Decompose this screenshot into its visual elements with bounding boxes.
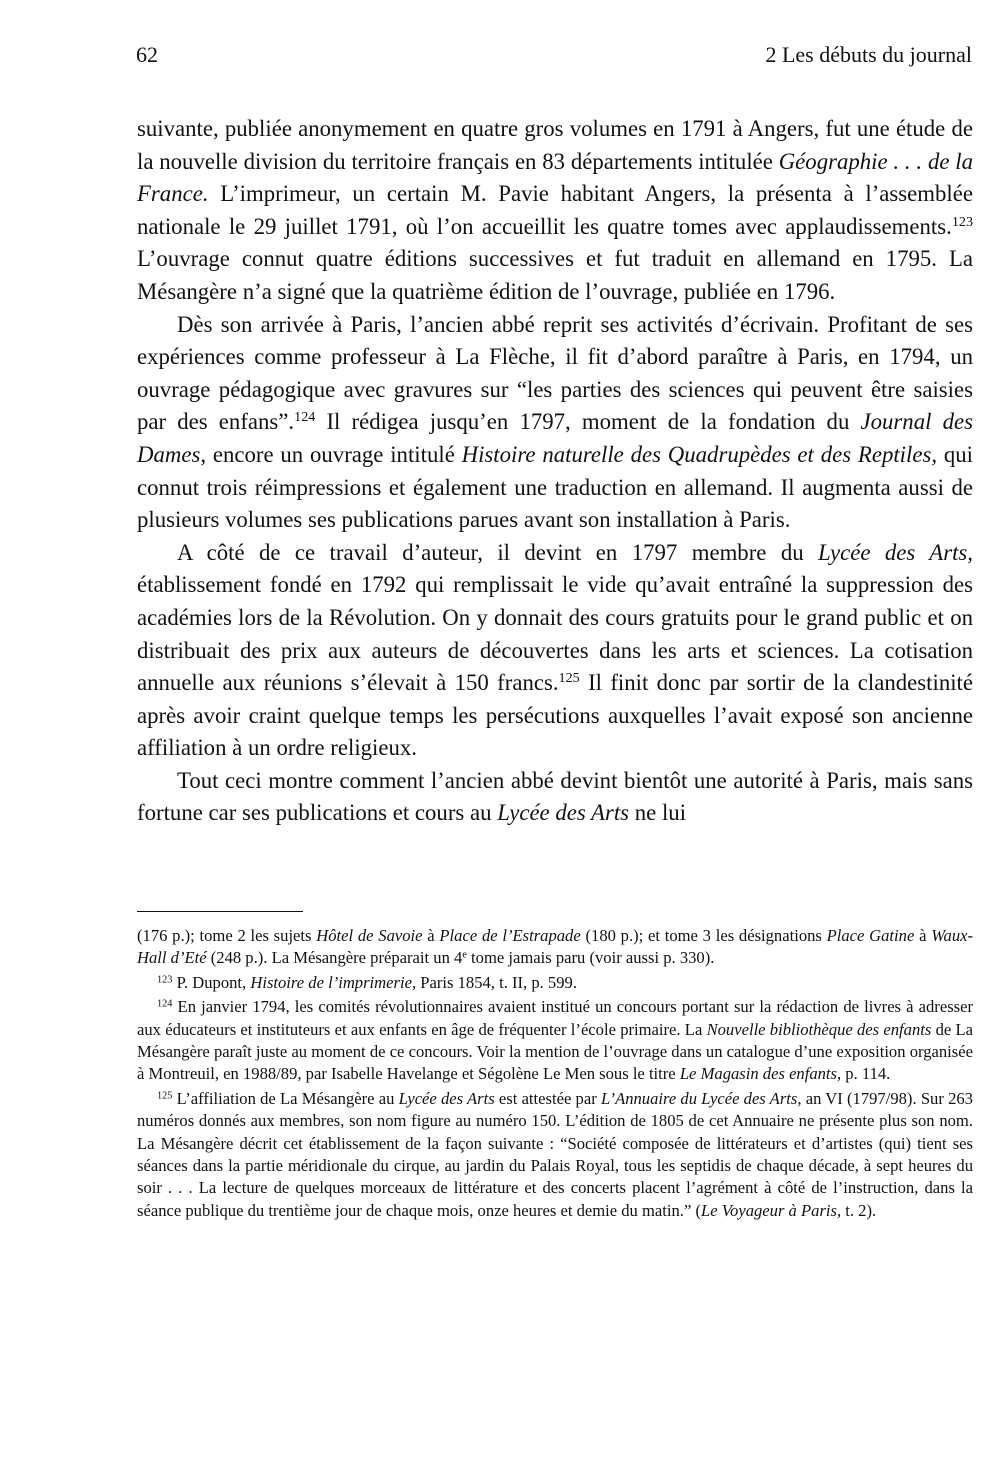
- text-run: A côté de ce travail d’auteur, il devint en 1797 membre du: [177, 539, 819, 565]
- italic-title: Histoire de l’imprimerie,: [250, 972, 417, 992]
- paragraph-3: [137, 537, 973, 765]
- text-run: Tout ceci montre comment l’ancien abbé devint bientôt une autorité à Paris, mais sans fortune car ses publications et cours au: [137, 767, 973, 826]
- italic-title: Le Magasin des enfants,: [679, 1064, 842, 1084]
- footnote-ref: 125: [558, 670, 580, 687]
- italic-title: Le Voyageur à Paris,: [701, 1200, 842, 1220]
- footnote-124: [137, 996, 973, 1086]
- italic-title: Géographie . . . de la France.: [137, 148, 973, 207]
- paragraph-4: [137, 765, 973, 830]
- footnote-123: [137, 972, 973, 994]
- text-run: L’imprimeur, un certain M. Pavie habitant Angers, la présenta à l’assemblée nationale le 29 juillet 1791, où l’on accueillit les quatre tomes avec applaudissements.: [137, 181, 973, 239]
- page-number: 62: [136, 42, 158, 67]
- text-run: t. 2).: [841, 1200, 877, 1220]
- text-run: encore un ouvrage intitulé: [206, 441, 462, 467]
- main-text: [137, 113, 973, 830]
- text-run: à: [914, 926, 932, 945]
- text-run: Paris 1854, t. II, p. 599.: [416, 972, 577, 992]
- text-run: de La Mésangère paraît juste au moment de ce concours. Voir la mention de l’ouvrage dans un catalogue d’une exposition organisée à Montreuil, en 1988/89, par Isabelle Havelange et Ségolène Le Men sous le titre: [137, 1019, 973, 1084]
- text-run: P. Dupont,: [172, 972, 251, 992]
- footnote-continuation: [137, 925, 973, 970]
- text-run: établissement fondé en 1792 qui remplissait le vide qu’avait entraîné la suppression des académies lors de la Révolution. On y donnait des cours gratuits pour le grand public et on distribuait des prix aux auteurs de découvertes dans les arts et sciences. La cotisation annuelle aux réunions s’élevait à 150 francs.: [137, 572, 973, 696]
- text-run: L’affiliation de La Mésangère au: [172, 1088, 399, 1108]
- text-run: an VI (1797/98). Sur 263 numéros donnés aux membres, son nom figure au numéro 150. L’édition de 1805 de cet Annuaire ne présente plus son nom. La Mésangère décrit cet établissement de la façon suivante : “Société composée de littérateurs et d’artistes (qui) tient ses séances dans la partie méridionale du cirque, au jardin du Palais Royal, tous les septidis de chaque décade, à sept heures du soir . . . La lecture de quelques morceaux de littérature et des concerts placent l’agrément à côté de l’instruction, dans la séance publique du trentième jour de chaque mois, onze heures et demie du matin.” (: [137, 1088, 973, 1220]
- footnote-rule: [137, 911, 303, 912]
- footnote-ref: 124: [294, 409, 316, 426]
- italic-title: Lycée des Arts: [398, 1088, 495, 1108]
- text-run: à: [422, 926, 440, 945]
- page-header: [136, 42, 972, 76]
- italic-title: Journal des Dames,: [137, 409, 973, 467]
- text-run: (248 p.). La Mésangère préparait un 4: [206, 948, 463, 968]
- italic-title: Waux-Hall d’Eté: [137, 926, 974, 968]
- footnotes: [137, 925, 973, 1224]
- running-title: 2 Les débuts du journal: [765, 42, 972, 67]
- italic-title: Histoire naturelle des Quadrupèdes et des Reptiles,: [461, 441, 938, 467]
- text-run: Il rédigea jusqu’en 1797, moment de la fondation du: [315, 409, 861, 435]
- text-run: Dès son arrivée à Paris, l’ancien abbé reprit ses activités d’écrivain. Profitant de ses expériences comme professeur à La Flèche, il fit d’abord paraître à Paris, en 1794, un ouvrage pédagogique avec gravures sur “les parties des sciences qui peuvent être saisies par des enfans”.: [137, 311, 973, 435]
- italic-title: Lycée des Arts: [497, 800, 630, 826]
- italic-title: Nouvelle bibliothèque des enfants: [706, 1019, 932, 1039]
- text-run: suivante, publiée anonymement en quatre gros volumes en 1791 à Angers, fut une étude de la nouvelle division du territoire français en 83 départements intitulée: [137, 116, 973, 174]
- text-run: p. 114.: [841, 1064, 891, 1084]
- superscript: e: [462, 949, 467, 961]
- footnote-125: [137, 1088, 973, 1222]
- paragraph-1: [137, 113, 973, 309]
- text-run: (176 p.); tome 2 les sujets: [137, 926, 317, 945]
- footnote-number: 125: [157, 1090, 173, 1102]
- text-run: L’ouvrage connut quatre éditions successives et fut traduit en allemand en 1795. La Mésangère n’a signé que la quatrième édition de l’ouvrage, publiée en 1796.: [137, 246, 973, 304]
- text-run: En janvier 1794, les comités révolutionnaires avaient institué un concours portant sur la rédaction de livres à adresser aux éducateurs et instituteurs et aux enfants en âge de fréquenter l’école primaire. La: [137, 997, 973, 1039]
- text-run: Il finit donc par sortir de la clandestinité après avoir craint quelque temps les persécutions auxquelles l’avait exposé son ancienne affiliation à un ordre religieux.: [137, 670, 974, 761]
- italic-title: Place de l’Estrapade: [439, 926, 581, 945]
- footnote-number: 123: [157, 974, 173, 986]
- text-run: qui connut trois réimpressions et également une traduction en allemand. Il augmenta aussi de plusieurs volumes ses publications parues avant son installation à Paris.: [137, 441, 973, 533]
- text-run: tome jamais paru (voir aussi p. 330).: [466, 948, 715, 968]
- italic-title: Place Gatine: [826, 926, 915, 945]
- footnote-number: 124: [157, 998, 173, 1010]
- italic-title: Lycée des Arts,: [818, 539, 973, 565]
- text-run: ne lui: [629, 800, 687, 826]
- italic-title: Hôtel de Savoie: [316, 926, 423, 945]
- italic-title: L’Annuaire du Lycée des Arts,: [600, 1088, 802, 1108]
- text-run: est attestée par: [494, 1088, 601, 1108]
- footnote-ref: 123: [951, 214, 973, 231]
- text-run: (180 p.); et tome 3 les désignations: [580, 926, 827, 945]
- paragraph-2: [137, 309, 973, 537]
